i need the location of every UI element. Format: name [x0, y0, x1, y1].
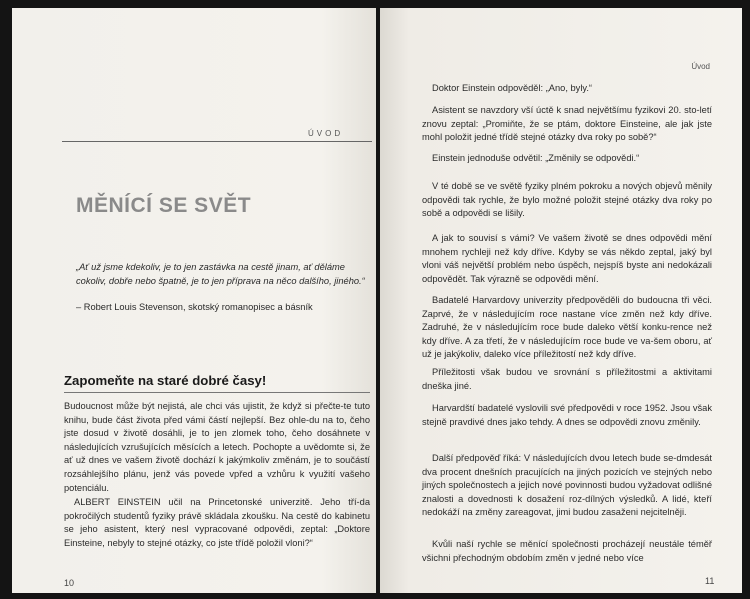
right-page: [380, 8, 742, 593]
body-paragraph: Harvardští badatelé vyslovili své předpovědi v roce 1952. Jsou však stejně pravdivé dnes jako tehdy. A dnes se odpovědi znovu změnily.: [422, 403, 712, 427]
chapter-title: MĚNÍCÍ SE SVĚT: [76, 194, 252, 217]
body-paragraph: Badatelé Harvardovy univerzity předpověděli do budoucna tři věci. Zaprvé, že v následujícím roce nastane více změn než kdy dříve. Zadruhé, že v následujícím roce bude daleko větší konku-rence než kdy dříve. A za třetí, že v následujícím roce bude ve va-šem oboru, ať už je jakýkoliv, daleko více příležitostí než kdy dříve.: [422, 295, 712, 360]
body-paragraph: Einstein jednoduše odvětil: „Změnily se odpovědi.“: [432, 153, 640, 163]
section-subheading: Zapomeňte na staré dobré časy!: [64, 373, 267, 388]
body-paragraph: Budoucnost může být nejistá, ale chci vás ujistit, že když si přečte-te tuto knihu, bude část života před vámi částí nejlepší. Bez ohle-du na to, čeho jste dosud v životě dosáhli, je to jen zlomek toho, čeho dosáhnete v následujících vzrušujících měsících a letech. Pochopte a uvědomte si, že ať už dnes ve vašem životě dochází k jakýmkoliv změnám, je to součástí rozsáhlejšího plánu, jenž vás povede vpřed a vzhůru k využití vašeho potenciálu.: [64, 401, 370, 493]
body-paragraph: ALBERT EINSTEIN učil na Princetonské univerzitě. Jeho tří-da pokročilých studentů fyziky právě skládala zkoušku. Na cestě do kabinetu se jeho asistent, který nesl vypracované odpovědi, zeptal: „Doktore Einsteine, nebyly to stejné otázky, co jste třídě položil vloni?“: [64, 497, 370, 548]
body-paragraph: Asistent se navzdory vší úctě k snad největšímu fyzikovi 20. sto-letí znovu zeptal: „Promiňte, že se ptám, doktore Einsteine, ale jak jste mohl položit jedné třídě stejné otázky dva roky po sobě?“: [422, 105, 712, 143]
left-page: [12, 8, 376, 593]
epigraph-quote: „Ať už jsme kdekoliv, je to jen zastávka na cestě jinam, ať děláme cokoliv, dobře nebo špatně, je to jen příprava na něco dalšího, jiného.“: [76, 262, 365, 286]
page-number: 10: [64, 578, 75, 588]
section-label: ÚVOD: [308, 129, 344, 138]
body-paragraph: Další předpověď říká: V následujících dvou letech bude se-dmdesát dva procent dnešních pracujících na jiných pozicích ve stejných nebo jiných společnostech a jejich nové povinnosti budou vyžadovat odlišné znalosti a dovednosti k dosažení roz-dílných výsledků. A lidé, kteří nedokáží na změny zareagovat, jimi budou zasaženi nejcitelněji.: [422, 453, 712, 518]
epigraph-attribution: – Robert Louis Stevenson, skotský romanopisec a básník: [76, 302, 313, 312]
body-paragraph: A jak to souvisí s vámi? Ve vašem životě se dnes odpovědi mění mnohem rychleji než kdy dříve. Kdyby se vás někdo zeptal, jaký byl vloni váš největší problém nebo úspěch, nejspíš byste ani nedokázali odpovědět. Tak výrazně se odpovědi mění.: [422, 233, 712, 284]
body-paragraph: Doktor Einstein odpověděl: „Ano, byly.“: [432, 83, 593, 93]
page-number: 11: [705, 576, 715, 586]
body-paragraph: Kvůli naší rychle se měnící společnosti procházejí neustále téměř všichni přechodným obdobím změn v jedné nebo více: [422, 539, 712, 563]
running-head: Úvod: [691, 62, 710, 71]
body-paragraph: V té době se ve světě fyziky plném pokroku a nových objevů měnily odpovědi tak rychle, že bylo možné položit stejné otázky dva roky po sobě a odpovědi se lišily.: [422, 181, 712, 219]
body-paragraph: Příležitosti však budou ve srovnání s příležitostmi a aktivitami dneška jiné.: [422, 367, 712, 391]
section-divider: [62, 141, 372, 142]
subheading-divider: [64, 392, 370, 393]
